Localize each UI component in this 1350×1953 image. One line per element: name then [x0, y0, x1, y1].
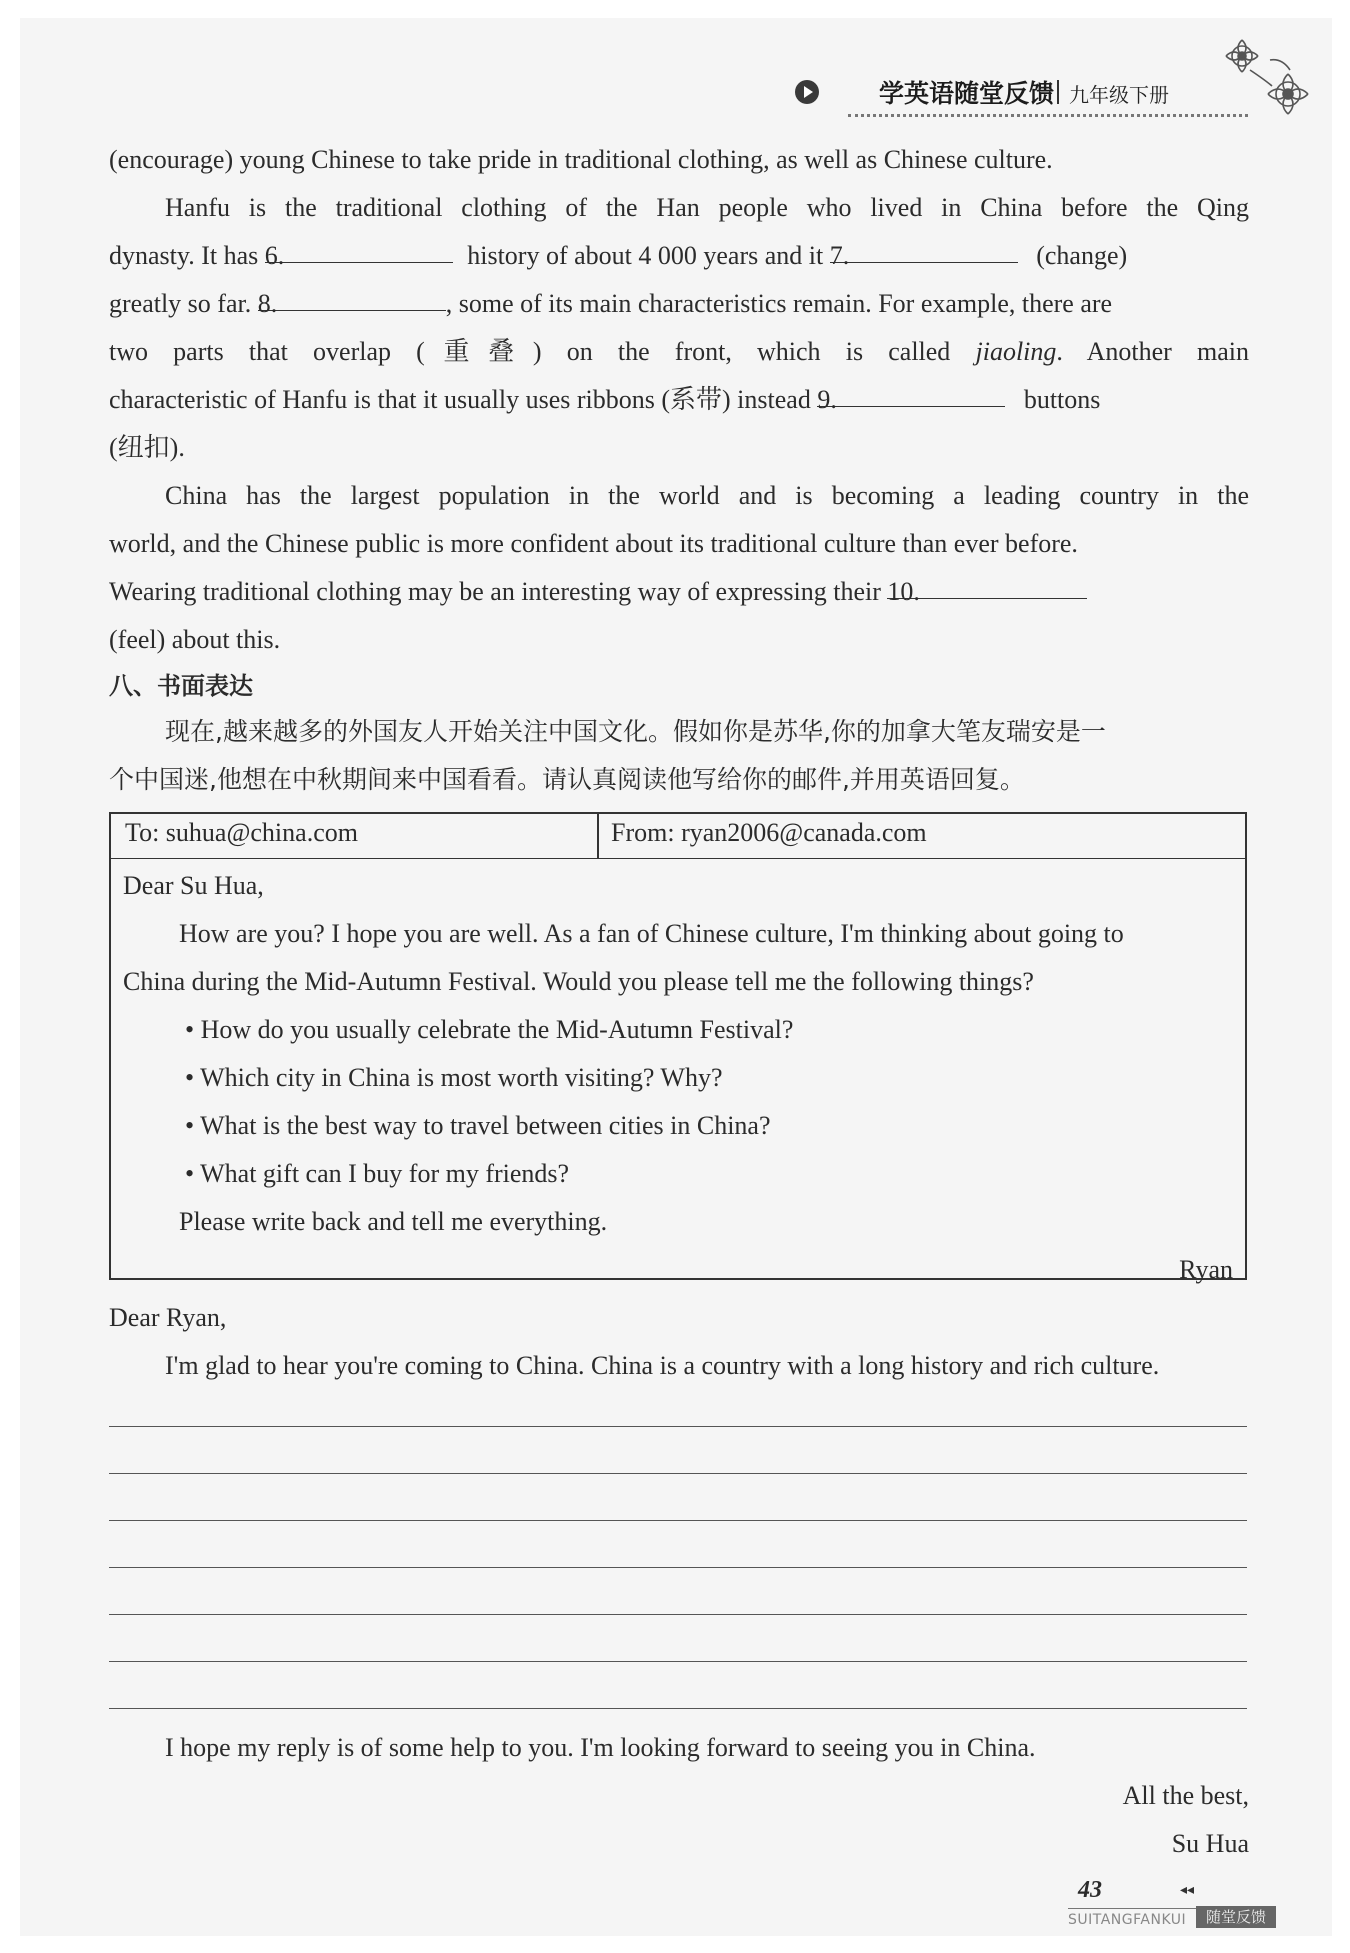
footer-brand-tag: 随堂反馈 — [1196, 1906, 1276, 1928]
passage-text: history of about 4 000 years and it — [467, 241, 824, 270]
email-greeting: Dear Su Hua, — [123, 871, 264, 900]
passage-line — [109, 232, 1249, 280]
header-dotted-rule — [848, 114, 1248, 117]
passage-line: Hanfu is the traditional clothing of the Han people who lived in China before the Qing — [165, 193, 1249, 222]
blank-10[interactable] — [887, 568, 1087, 606]
email-box — [109, 812, 1247, 1284]
passage-text: characteristic of Hanfu is that it usually uses ribbons (系带) instead — [109, 385, 811, 414]
email-bullet: • Which city in China is most worth visiting? Why? — [185, 1063, 723, 1092]
writing-line[interactable] — [109, 1661, 1247, 1662]
passage-text: . Another main — [1056, 337, 1250, 366]
passage-text: , some of its main characteristics remain. For example, there are — [445, 289, 1113, 318]
section-title: 八、书面表达 — [109, 672, 253, 700]
blank-number: 9. — [817, 385, 837, 414]
reply-name: Su Hua — [1171, 1829, 1249, 1858]
writing-line[interactable] — [109, 1520, 1247, 1521]
writing-line[interactable] — [109, 1708, 1247, 1709]
blank-6[interactable] — [264, 232, 453, 270]
passage-line: China has the largest population in the world and is becoming a leading country in the — [165, 481, 1249, 510]
email-from: From: ryan2006@canada.com — [611, 818, 927, 847]
passage-line — [109, 568, 1249, 616]
passage-text: (change) — [1036, 241, 1128, 270]
reply-signoff: All the best, — [1122, 1781, 1249, 1810]
reply-opening: I'm glad to hear you're coming to China. China is a country with a long history and rich culture. — [165, 1351, 1160, 1380]
writing-line[interactable] — [109, 1567, 1247, 1568]
play-icon — [795, 80, 819, 104]
writing-line[interactable] — [109, 1426, 1247, 1427]
email-header — [111, 814, 1245, 859]
passage-line: (encourage) young Chinese to take pride in traditional clothing, as well as Chinese culture. — [109, 145, 1053, 174]
blank-9[interactable] — [817, 376, 1005, 414]
passage-text: dynasty. It has — [109, 241, 259, 270]
instruction-line: 现在,越来越多的外国友人开始关注中国文化。假如你是苏华,你的加拿大笔友瑞安是一 — [165, 717, 1106, 746]
passage-line — [109, 328, 1249, 376]
passage-line: (feel) about this. — [109, 625, 281, 654]
email-body-line: China during the Mid-Autumn Festival. Would you please tell me the following things? — [123, 967, 1034, 996]
passage-line: world, and the Chinese public is more confident about its traditional culture than ever before. — [109, 529, 1078, 558]
writing-line[interactable] — [109, 1473, 1247, 1474]
passage-text: buttons — [1023, 385, 1101, 414]
email-closing: Please write back and tell me everything. — [179, 1207, 608, 1236]
blank-number: 7. — [829, 241, 850, 270]
grade-label: 九年级下册 — [1069, 83, 1169, 107]
arrow-icon: ◂◂ — [1180, 1882, 1195, 1898]
passage-line — [109, 280, 1249, 328]
passage-text: two parts that overlap (重叠) on the front, which is called — [109, 337, 951, 366]
passage-text: Wearing traditional clothing may be an interesting way of expressing their — [109, 577, 881, 606]
footer-brand-pinyin: SUITANGFANKUI — [1068, 1912, 1187, 1928]
blank-number: 8. — [257, 289, 278, 318]
flower-ornament-icon — [1210, 30, 1320, 140]
email-body-line: How are you? I hope you are well. As a fan of Chinese culture, I'm thinking about going to — [179, 919, 1124, 948]
book-title: 学英语随堂反馈 — [879, 79, 1055, 108]
title-divider — [1057, 80, 1059, 104]
page-number: 43 — [1078, 1877, 1102, 1903]
passage-line — [109, 376, 1249, 424]
passage-line: (纽扣). — [109, 433, 185, 462]
passage-text: greatly so far. — [109, 289, 252, 318]
reply-greeting: Dear Ryan, — [109, 1303, 227, 1332]
email-signature: Ryan — [1179, 1255, 1233, 1284]
email-to: To: suhua@china.com — [125, 818, 358, 847]
email-bullet: • What gift can I buy for my friends? — [185, 1159, 570, 1188]
email-bullet: • How do you usually celebrate the Mid-Autumn Festival? — [185, 1015, 794, 1044]
blank-number: 10. — [887, 577, 920, 606]
blank-8[interactable] — [257, 280, 446, 318]
reply-closing: I hope my reply is of some help to you. I'm looking forward to seeing you in China. — [165, 1733, 1036, 1762]
writing-line[interactable] — [109, 1614, 1247, 1615]
instruction-line: 个中国迷,他想在中秋期间来中国看看。请认真阅读他写给你的邮件,并用英语回复。 — [109, 765, 1025, 794]
blank-number: 6. — [264, 241, 285, 270]
term-jiaoling: jiaoling — [975, 337, 1057, 366]
email-header-divider — [597, 814, 599, 858]
blank-7[interactable] — [829, 232, 1018, 270]
email-bullet: • What is the best way to travel between cities in China? — [185, 1111, 771, 1140]
